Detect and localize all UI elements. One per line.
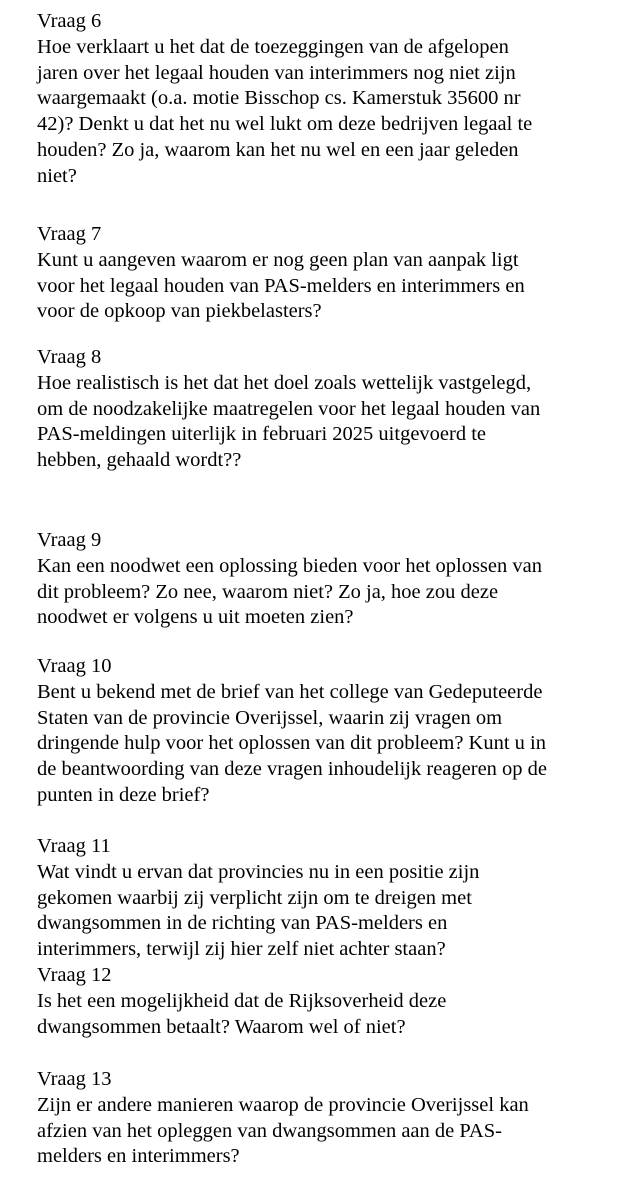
- question-text-line: 42)? Denkt u dat het nu wel lukt om deze bedrijven legaal te: [37, 113, 533, 136]
- question-text-line: Wat vindt u ervan dat provincies nu in een positie zijn: [37, 860, 480, 883]
- question-text-line: niet?: [37, 164, 77, 187]
- question-text-line: voor de opkoop van piekbelasters?: [37, 300, 322, 323]
- question-text-line: punten in deze brief?: [37, 783, 210, 806]
- question-8: [37, 345, 627, 474]
- question-text-line: Kunt u aangeven waarom er nog geen plan van aanpak ligt: [37, 248, 519, 271]
- question-text-line: Is het een mogelijkheid dat de Rijksoverheid deze: [37, 989, 447, 1012]
- question-text-line: waargemaakt (o.a. motie Bisschop cs. Kamerstuk 35600 nr: [37, 87, 521, 110]
- question-heading: Vraag 6: [37, 10, 102, 32]
- question-text-line: Hoe verklaart u het dat de toezeggingen van de afgelopen: [37, 35, 509, 58]
- question-heading: Vraag 10: [37, 655, 112, 677]
- question-text-line: Kan een noodwet een oplossing bieden voor het oplossen van: [37, 554, 542, 577]
- question-text-line: Zijn er andere manieren waarop de provincie Overijssel kan: [37, 1093, 529, 1116]
- question-text-line: dringende hulp voor het oplossen van dit probleem? Kunt u in: [37, 732, 546, 755]
- question-heading: Vraag 12: [37, 964, 112, 986]
- question-text-line: hebben, gehaald wordt??: [37, 449, 242, 472]
- question-text-line: noodwet er volgens u uit moeten zien?: [37, 606, 354, 629]
- question-11: [37, 834, 627, 963]
- question-text-line: houden? Zo ja, waarom kan het nu wel en een jaar geleden: [37, 138, 519, 161]
- question-12: [37, 963, 627, 1040]
- question-heading: Vraag 11: [37, 835, 111, 857]
- question-heading: Vraag 9: [37, 529, 102, 551]
- question-text-line: Bent u bekend met de brief van het college van Gedeputeerde: [37, 680, 543, 703]
- question-9: [37, 528, 627, 631]
- question-text-line: jaren over het legaal houden van interimmers nog niet zijn: [37, 61, 516, 84]
- question-heading: Vraag 13: [37, 1068, 112, 1090]
- question-text-line: dwangsommen in de richting van PAS-melders en: [37, 912, 448, 935]
- question-6: [37, 9, 627, 190]
- question-text-line: afzien van het opleggen van dwangsommen aan de PAS-: [37, 1119, 502, 1142]
- question-text-line: melders en interimmers?: [37, 1145, 240, 1168]
- question-7: [37, 222, 627, 325]
- question-text-line: gekomen waarbij zij verplicht zijn om te dreigen met: [37, 886, 472, 909]
- question-10: [37, 654, 627, 809]
- question-text-line: om de noodzakelijke maatregelen voor het legaal houden van: [37, 397, 541, 420]
- question-heading: Vraag 7: [37, 223, 102, 245]
- question-text-line: dit probleem? Zo nee, waarom niet? Zo ja, hoe zou deze: [37, 580, 499, 603]
- question-text-line: PAS-meldingen uiterlijk in februari 2025 uitgevoerd te: [37, 423, 487, 446]
- question-text-line: interimmers, terwijl zij hier zelf niet achter staan?: [37, 938, 446, 961]
- question-heading: Vraag 8: [37, 346, 102, 368]
- question-text-line: voor het legaal houden van PAS-melders en interimmers en: [37, 274, 525, 297]
- question-text-line: Staten van de provincie Overijssel, waarin zij vragen om: [37, 706, 503, 729]
- question-text-line: de beantwoording van deze vragen inhoudelijk reageren op de: [37, 758, 548, 781]
- question-text-line: Hoe realistisch is het dat het doel zoals wettelijk vastgelegd,: [37, 371, 532, 394]
- question-text-line: dwangsommen betaalt? Waarom wel of niet?: [37, 1015, 406, 1038]
- question-13: [37, 1067, 627, 1170]
